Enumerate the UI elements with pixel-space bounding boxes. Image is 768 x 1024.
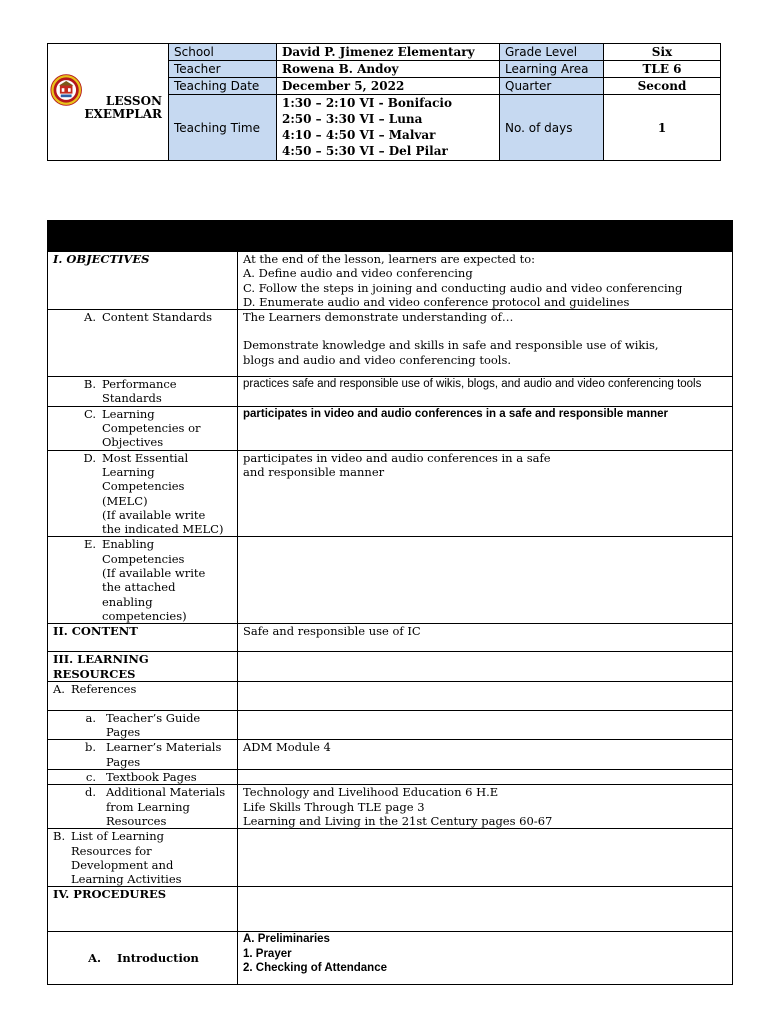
- additional-materials-row: [48, 785, 733, 829]
- references-label: References: [71, 681, 137, 696]
- learning-competencies-label: Competencies or: [102, 421, 201, 436]
- grade-label: Grade Level: [500, 44, 604, 61]
- content-label: II. CONTENT: [48, 624, 238, 652]
- introduction-line: 2. Checking of Attendance: [243, 961, 387, 974]
- logo-cell: [48, 44, 169, 161]
- melc-row: [48, 450, 733, 537]
- time-list: [277, 95, 500, 161]
- references-value: [238, 681, 733, 710]
- content-standards-line: blogs and audio and video conferencing tools.: [243, 352, 512, 367]
- learning-resources-value: [238, 652, 733, 682]
- list-resources-row: [48, 829, 733, 887]
- textbook-value: [238, 770, 733, 785]
- introduction-line: 1. Prayer: [243, 947, 292, 960]
- content-standards-value: [238, 310, 733, 377]
- section-header-bar: [48, 221, 733, 252]
- additional-material-line: Technology and Livelihood Education 6 H.E: [243, 785, 499, 800]
- grade-value: Six: [604, 44, 721, 61]
- lesson-title-line2: EXEMPLAR: [84, 107, 162, 121]
- additional-materials-letter: d.: [84, 785, 96, 800]
- references-row: [48, 681, 733, 710]
- learning-resources-label: III. LEARNING: [53, 652, 149, 667]
- performance-standards-label: Performance: [102, 377, 177, 392]
- learning-competencies-letter: C.: [83, 406, 96, 421]
- learners-materials-value: ADM Module 4: [238, 740, 733, 770]
- objective-item: D. Enumerate audio and video conference protocol and guidelines: [243, 294, 630, 309]
- time-slot: 4:50 – 5:30 VI – Del Pilar: [282, 144, 448, 158]
- introduction-line: A. Preliminaries: [243, 933, 330, 946]
- additional-material-line: Life Skills Through TLE page 3: [243, 799, 425, 814]
- school-seal-icon: [50, 72, 82, 108]
- time-label: Teaching Time: [169, 95, 277, 161]
- references-letter: A.: [53, 681, 65, 696]
- teacher-value: Rowena B. Andoy: [277, 61, 500, 78]
- introduction-letter: A.: [88, 951, 101, 966]
- enabling-label: enabling: [102, 594, 153, 609]
- objectives-row: [48, 252, 733, 310]
- learning-competencies-label: Learning: [102, 406, 155, 421]
- objective-item: A. Define audio and video conferencing: [243, 266, 473, 281]
- teachers-guide-row: [48, 710, 733, 740]
- content-standards-letter: A.: [84, 310, 96, 325]
- learning-resources-row: [48, 652, 733, 682]
- school-value: David P. Jimenez Elementary: [277, 44, 500, 61]
- procedures-label: IV. PROCEDURES: [48, 887, 238, 932]
- content-standards-row: [48, 310, 733, 377]
- procedures-row: [48, 887, 733, 932]
- enabling-label: the attached: [102, 580, 176, 595]
- list-resources-letter: B.: [53, 829, 66, 844]
- textbook-letter: c.: [85, 770, 96, 785]
- enabling-value: [238, 537, 733, 624]
- references-label-cell: [48, 681, 238, 710]
- objectives-content: [238, 252, 733, 310]
- additional-materials-label-cell: [48, 785, 238, 829]
- enabling-label: (If available write: [102, 566, 206, 581]
- teachers-guide-letter: a.: [85, 710, 96, 725]
- content-row: [48, 624, 733, 652]
- content-standards-line: Demonstrate knowledge and skills in safe and responsible use of wikis,: [243, 338, 659, 353]
- textbook-row: [48, 770, 733, 785]
- additional-materials-label: Resources: [106, 813, 167, 828]
- objective-item: C. Follow the steps in joining and conducting audio and video conferencing: [243, 280, 683, 295]
- melc-label: (MELC): [102, 493, 148, 508]
- days-value: 1: [604, 95, 721, 161]
- melc-label-cell: [48, 450, 238, 537]
- textbook-label-cell: [48, 770, 238, 785]
- time-slot: 1:30 – 2:10 VI - Bonifacio: [282, 96, 452, 110]
- list-resources-value: [238, 829, 733, 887]
- melc-label: Competencies: [102, 479, 185, 494]
- melc-label: Learning: [102, 464, 155, 479]
- enabling-row: [48, 537, 733, 624]
- header-table: [47, 43, 721, 161]
- melc-value-line: participates in video and audio conferences in a safe: [243, 450, 551, 465]
- performance-standards-label-cell: [48, 377, 238, 407]
- textbook-label: Textbook Pages: [106, 770, 197, 785]
- learners-materials-letter: b.: [84, 740, 96, 755]
- melc-letter: D.: [83, 450, 96, 465]
- area-value: TLE 6: [604, 61, 721, 78]
- time-slot: 2:50 – 3:30 VI – Luna: [282, 112, 423, 126]
- date-value: December 5, 2022: [277, 78, 500, 95]
- introduction-row: [48, 932, 733, 985]
- teachers-guide-value: [238, 710, 733, 740]
- content-standards-line: The Learners demonstrate understanding of…: [243, 310, 514, 325]
- enabling-label-cell: [48, 537, 238, 624]
- enabling-label: competencies): [102, 608, 187, 623]
- learning-competencies-label-cell: [48, 406, 238, 450]
- additional-materials-value: [238, 785, 733, 829]
- content-standards-label: Content Standards: [102, 310, 212, 325]
- additional-materials-label: from Learning: [106, 799, 190, 814]
- teachers-guide-label: Teacher’s Guide: [106, 710, 201, 725]
- additional-materials-label: Additional Materials: [106, 785, 226, 800]
- performance-standards-label: Standards: [102, 391, 162, 406]
- introduction-value: [238, 932, 733, 985]
- melc-value-line: and responsible manner: [243, 464, 385, 479]
- teachers-guide-label-cell: [48, 710, 238, 740]
- melc-value: [238, 450, 733, 537]
- learners-materials-label: Pages: [106, 754, 141, 769]
- performance-standards-value: practices safe and responsible use of wikis, blogs, and audio and video conferencing tools: [238, 377, 733, 407]
- content-value: Safe and responsible use of IC: [238, 624, 733, 652]
- area-label: Learning Area: [500, 61, 604, 78]
- learning-competencies-label: Objectives: [102, 435, 164, 450]
- melc-label: Most Essential: [102, 450, 189, 465]
- lesson-title-line1: LESSON: [105, 94, 162, 108]
- procedures-value: [238, 887, 733, 932]
- teachers-guide-label: Pages: [106, 725, 141, 740]
- quarter-label: Quarter: [500, 78, 604, 95]
- objectives-intro: At the end of the lesson, learners are expected to:: [243, 252, 536, 266]
- additional-material-line: Learning and Living in the 21st Century pages 60-67: [243, 813, 553, 828]
- introduction-label: Introduction: [117, 951, 199, 966]
- list-resources-label: Development and: [71, 857, 174, 872]
- time-slot: 4:10 – 4:50 VI – Malvar: [282, 128, 436, 142]
- learning-resources-label-cell: [48, 652, 238, 682]
- learners-materials-label-cell: [48, 740, 238, 770]
- list-resources-label: Resources for: [71, 843, 152, 858]
- list-resources-label: Learning Activities: [71, 872, 182, 887]
- enabling-label: Enabling: [102, 537, 155, 552]
- melc-label: the indicated MELC): [102, 522, 224, 537]
- enabling-letter: E.: [83, 537, 96, 552]
- enabling-label: Competencies: [102, 551, 185, 566]
- list-resources-label-cell: [48, 829, 238, 887]
- learning-resources-label: RESOURCES: [53, 666, 136, 681]
- date-label: Teaching Date: [169, 78, 277, 95]
- melc-label: (If available write: [102, 507, 206, 522]
- learners-materials-row: [48, 740, 733, 770]
- learning-competencies-row: [48, 406, 733, 450]
- introduction-label-cell: [48, 932, 238, 985]
- teacher-label: Teacher: [169, 61, 277, 78]
- days-label: No. of days: [500, 95, 604, 161]
- performance-standards-letter: B.: [83, 377, 96, 392]
- school-label: School: [169, 44, 277, 61]
- learners-materials-label: Learner’s Materials: [106, 740, 222, 755]
- quarter-value: Second: [604, 78, 721, 95]
- objectives-label: I. OBJECTIVES: [48, 252, 238, 310]
- list-resources-label: List of Learning: [71, 829, 164, 844]
- content-standards-label-cell: [48, 310, 238, 377]
- black-bar-cell: [48, 221, 733, 252]
- performance-standards-row: [48, 377, 733, 407]
- lesson-plan-table: [47, 220, 733, 985]
- learning-competencies-value: participates in video and audio conferences in a safe and responsible manner: [238, 406, 733, 450]
